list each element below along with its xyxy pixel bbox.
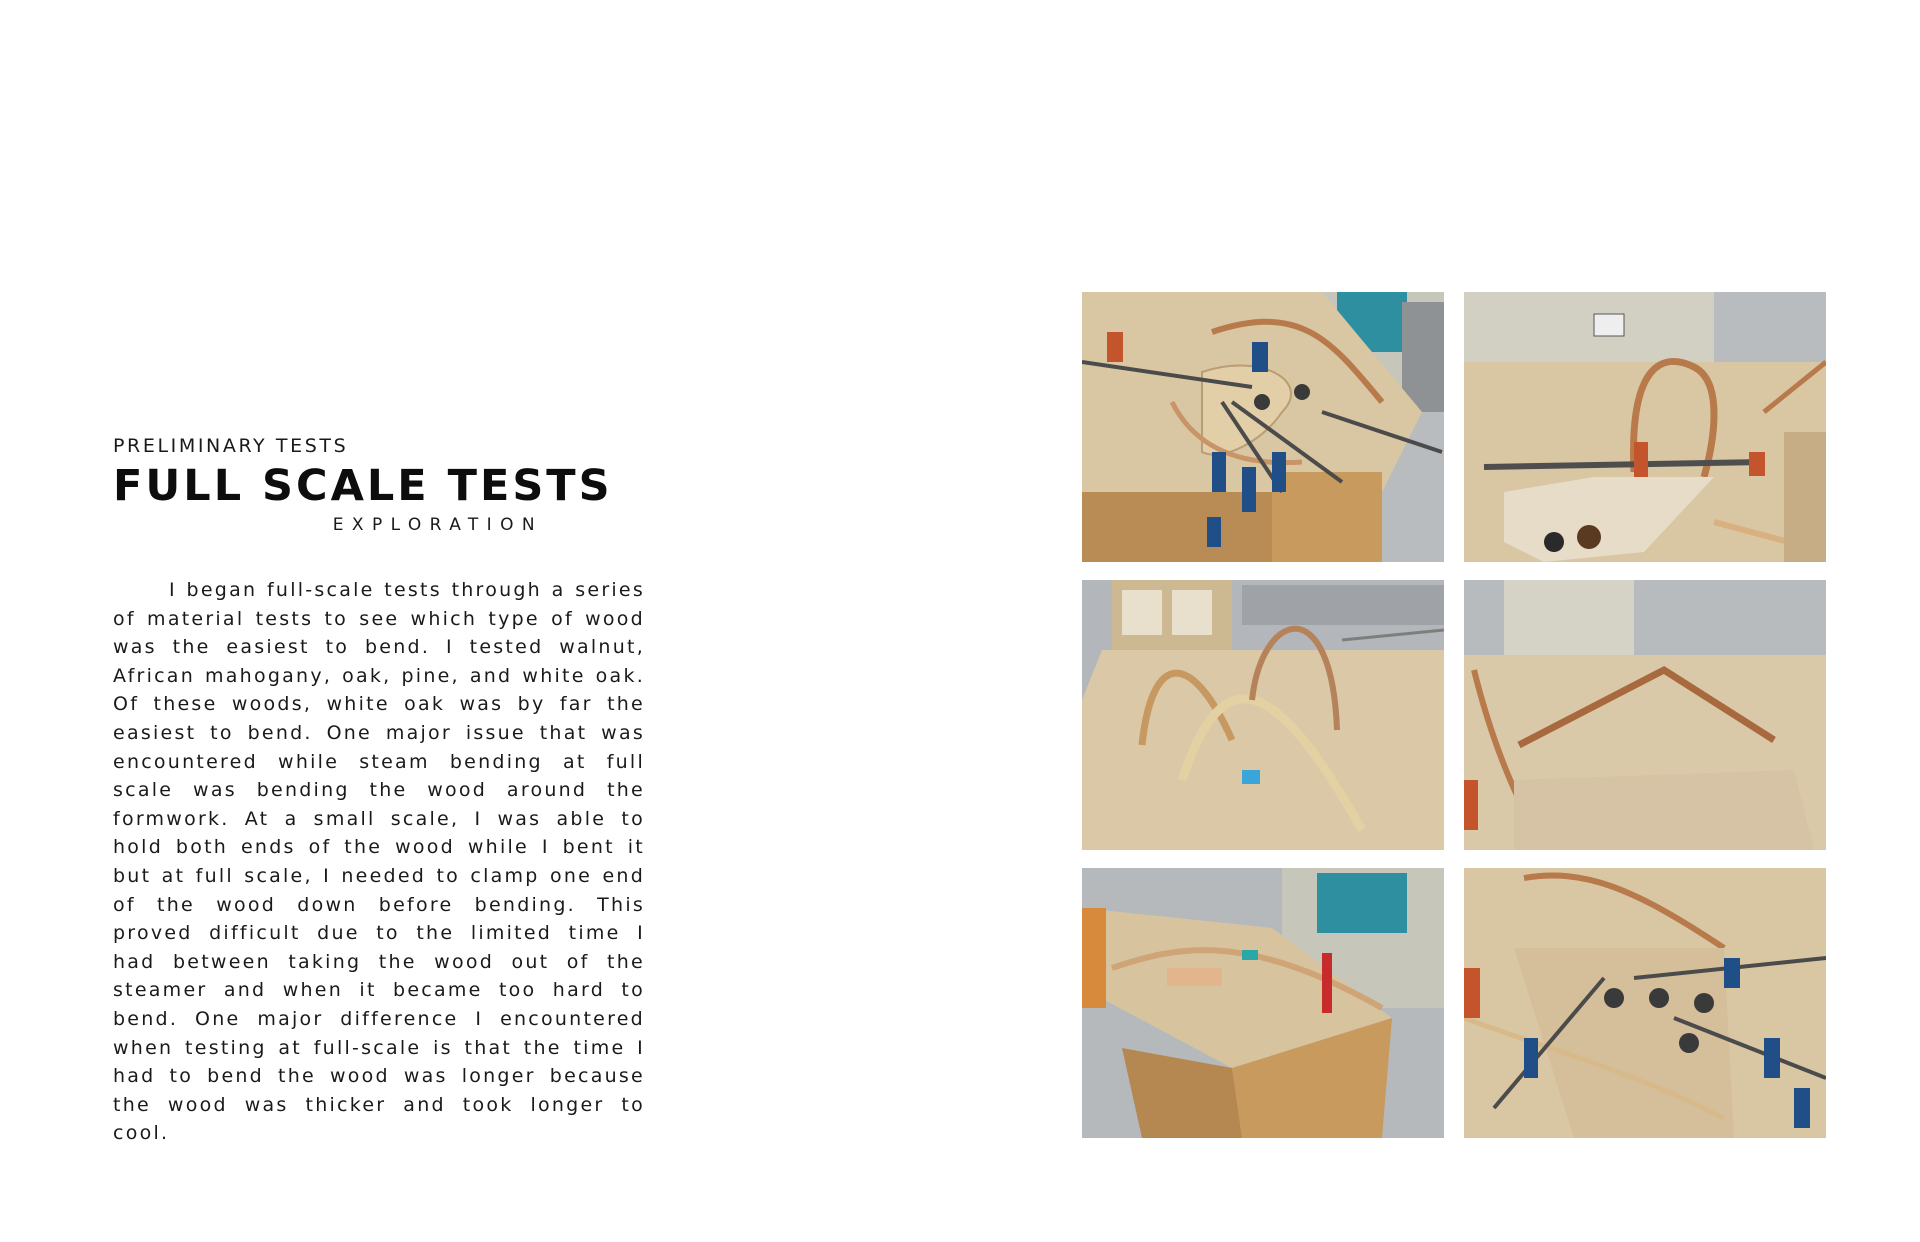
page-title: FULL SCALE TESTS xyxy=(113,461,613,511)
photo-arches xyxy=(1082,580,1444,850)
section-kicker: PRELIMINARY TESTS xyxy=(113,435,349,457)
body-paragraph: I began full-scale tests through a series of material tests to see which type of wood was the easiest to bend. I tested walnut, African mahogany, oak, pine, and white oak. Of these woods, white oak was by far the easiest to bend. One major issue that was encountered while steam bending at full scale was bending the wood around the formwork. At a small scale, I was able to hold both ends of the wood while I bent it but at full scale, I needed to clamp one end of the wood down before bending. This proved difficult due to the limited time I had between taking the wood out of the steamer and when it became too hard to bend. One major difference I encountered when testing at full-scale is that the time I had to bend the wood was longer because the wood was thicker and took longer to cool. xyxy=(113,579,645,1145)
photo-strip-on-bench xyxy=(1082,868,1444,1138)
photo-formwork-holes xyxy=(1464,868,1826,1138)
photo-formwork-clamps xyxy=(1082,292,1444,562)
photo-bend-on-board xyxy=(1464,580,1826,850)
header-block xyxy=(113,434,613,536)
photo-u-bend xyxy=(1464,292,1826,562)
page-subtitle: EXPLORATION xyxy=(332,515,543,535)
